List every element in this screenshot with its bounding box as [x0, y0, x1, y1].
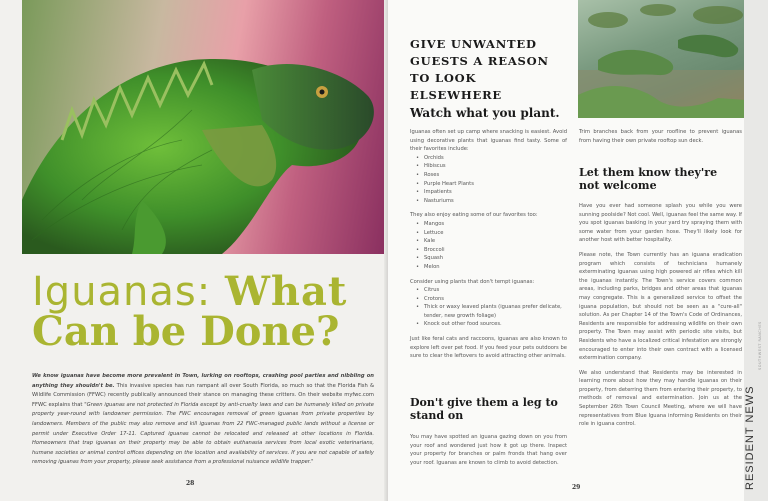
resident-news-sublabel: SOUTHWEST RANCHES — [758, 321, 762, 370]
intro-lead: We know iguanas have become more prevalent in Town, lurking on rooftops, crashing pool parties and nibbling on anything they shouldn't be. — [32, 373, 374, 389]
list-item: • Broccoli — [410, 246, 567, 255]
list-item: • Kale — [410, 237, 567, 246]
right-page — [388, 0, 768, 501]
page-number-right: 29 — [572, 484, 581, 491]
trim-text: Trim branches back from your roofline to prevent iguanas from having their own private rooftop sun deck. — [579, 129, 742, 144]
list-item: • Purple Heart Plants — [410, 180, 567, 189]
intro-quote: "Green iguanas are not protected in Florida except by anti-cruelty laws and can be humanely killed on private property year-round with landowner permission. The FWC encourages removal of green iguanas from private properties by landowners. Members of the public may also remove and kill iguanas from 22 FWC-managed public lands without a license or permit under Executive Order 17-11. Captured iguanas cannot be relocated and released at other locations in Florida. Homeowners that trap iguanas on their property may be able to obtain euthanasia services from local exotic veterinarians, humane societies or animal control offices depending on the location and availability of services. If you are not capable of safely removing iguanas from your property, please seek assistance from a professional nuisance wildlife trapper." — [32, 401, 374, 466]
watch-heading: Watch what you plant. — [410, 106, 560, 120]
page-number-left: 28 — [186, 480, 195, 487]
dont-heading: Don't give them a leg to stand on — [410, 396, 558, 422]
column-2 — [579, 202, 742, 429]
list-item: • Mangos — [410, 220, 567, 229]
intro-plain: This invasive species has run rampant all over South Florida, so much so that the Florida Fish & Wildlife Commission (FFWC) recently publically announced their stance on managing these critters. On their website myfwc.com FFWC explains that — [32, 382, 374, 408]
title-line-2: Can be Done? — [32, 308, 340, 355]
iguana-illustration — [22, 0, 384, 254]
list-item: • Crotons — [410, 295, 567, 304]
title-part1: Iguanas: — [32, 269, 225, 315]
also-enjoy: They also enjoy eating some of our favorites too: — [410, 212, 538, 219]
letthem-p2: Please note, the Town currently has an iguana eradication program which consists of technicians humanely exterminating iguanas using high powered air rifles which kill the iguanas instantly. The Town's service covers common areas, including parks, bridges and other areas that iguanas may congregate. This is a generalized service to offset the iguana population, but should not be seen as a "cure-all" solution. As per Chapter 14 of the Town's Code of Ordinances, Residents are responsible for addressing wildlife on their own property. The Town may assist with periodic site visits, but Residents who have a localized critical infestation are strongly encouraged to enter into their own contract with a licensed extermination company. — [579, 251, 742, 362]
pets-text: Just like feral cats and raccoons, iguanas are also known to explore left over pet food. If you feed your pets outdoors be sure to clear the leftovers to avoid attracting other animals. — [410, 336, 567, 360]
list-item: • Melon — [410, 263, 567, 272]
resident-news-label: RESIDENT NEWS — [744, 385, 756, 490]
list-item: • Thick or waxy leaved plants (iguanas prefer delicate, tender, new growth foliage) — [410, 303, 567, 320]
food-favorites-list — [410, 220, 567, 272]
list-item: • Knock out other food sources. — [410, 320, 567, 329]
list-item: • Hibiscus — [410, 162, 567, 171]
section-heading: GIVE UNWANTED GUESTS A REASON TO LOOK ELSEWHERE — [410, 37, 549, 102]
list-item: • Squash — [410, 254, 567, 263]
title-part1-bold: What — [224, 268, 348, 315]
favorites-list — [410, 154, 567, 206]
consider: Consider using plants that don't tempt iguanas: — [410, 278, 535, 285]
list-item: • Nasturiums — [410, 197, 567, 206]
iguanas-illustration — [578, 0, 746, 118]
list-item: • Citrus — [410, 286, 567, 295]
list-item: • Impatients — [410, 188, 567, 197]
letthem-heading: Let them know they're not welcome — [579, 166, 718, 192]
list-item: • Roses — [410, 171, 567, 180]
dont-text: You may have spotted an iguana gazing down on you from your roof and wondered just how it got up there. Inspect your property for branches or palm fronds that hang over your roof. Iguanas are known to climb to avoid detection. — [410, 434, 567, 466]
letthem-p3: We also understand that Residents may be interested in learning more about how they may handle iguanas on their property, from deterring them from entering their property, to methods of removal and extermination. Join us at the September 26th Town Council Meeting, where we will have representatives from Blue Iguana informing Residents on their role in iguana control. — [579, 369, 742, 428]
list-item: • Orchids — [410, 154, 567, 163]
list-item: • Lettuce — [410, 229, 567, 238]
watch-intro: Iguanas often set up camp where snacking is easiest. Avoid using decorative plants that iguanas find tasty. Some of their favorites include: — [410, 129, 567, 153]
iguanas-photo — [578, 0, 746, 118]
column-1 — [410, 128, 567, 361]
plants-list — [410, 286, 567, 329]
iguana-photo — [22, 0, 384, 254]
letthem-p1: Have you ever had someone splash you while you were sunning poolside? Not cool. Well, iguanas feel the same way. If you spot iguanas basking in your yard try spraying them with some water from your garden hose. They'll likely look for another host with better hospitality. — [579, 203, 742, 244]
intro-paragraph — [32, 372, 374, 468]
